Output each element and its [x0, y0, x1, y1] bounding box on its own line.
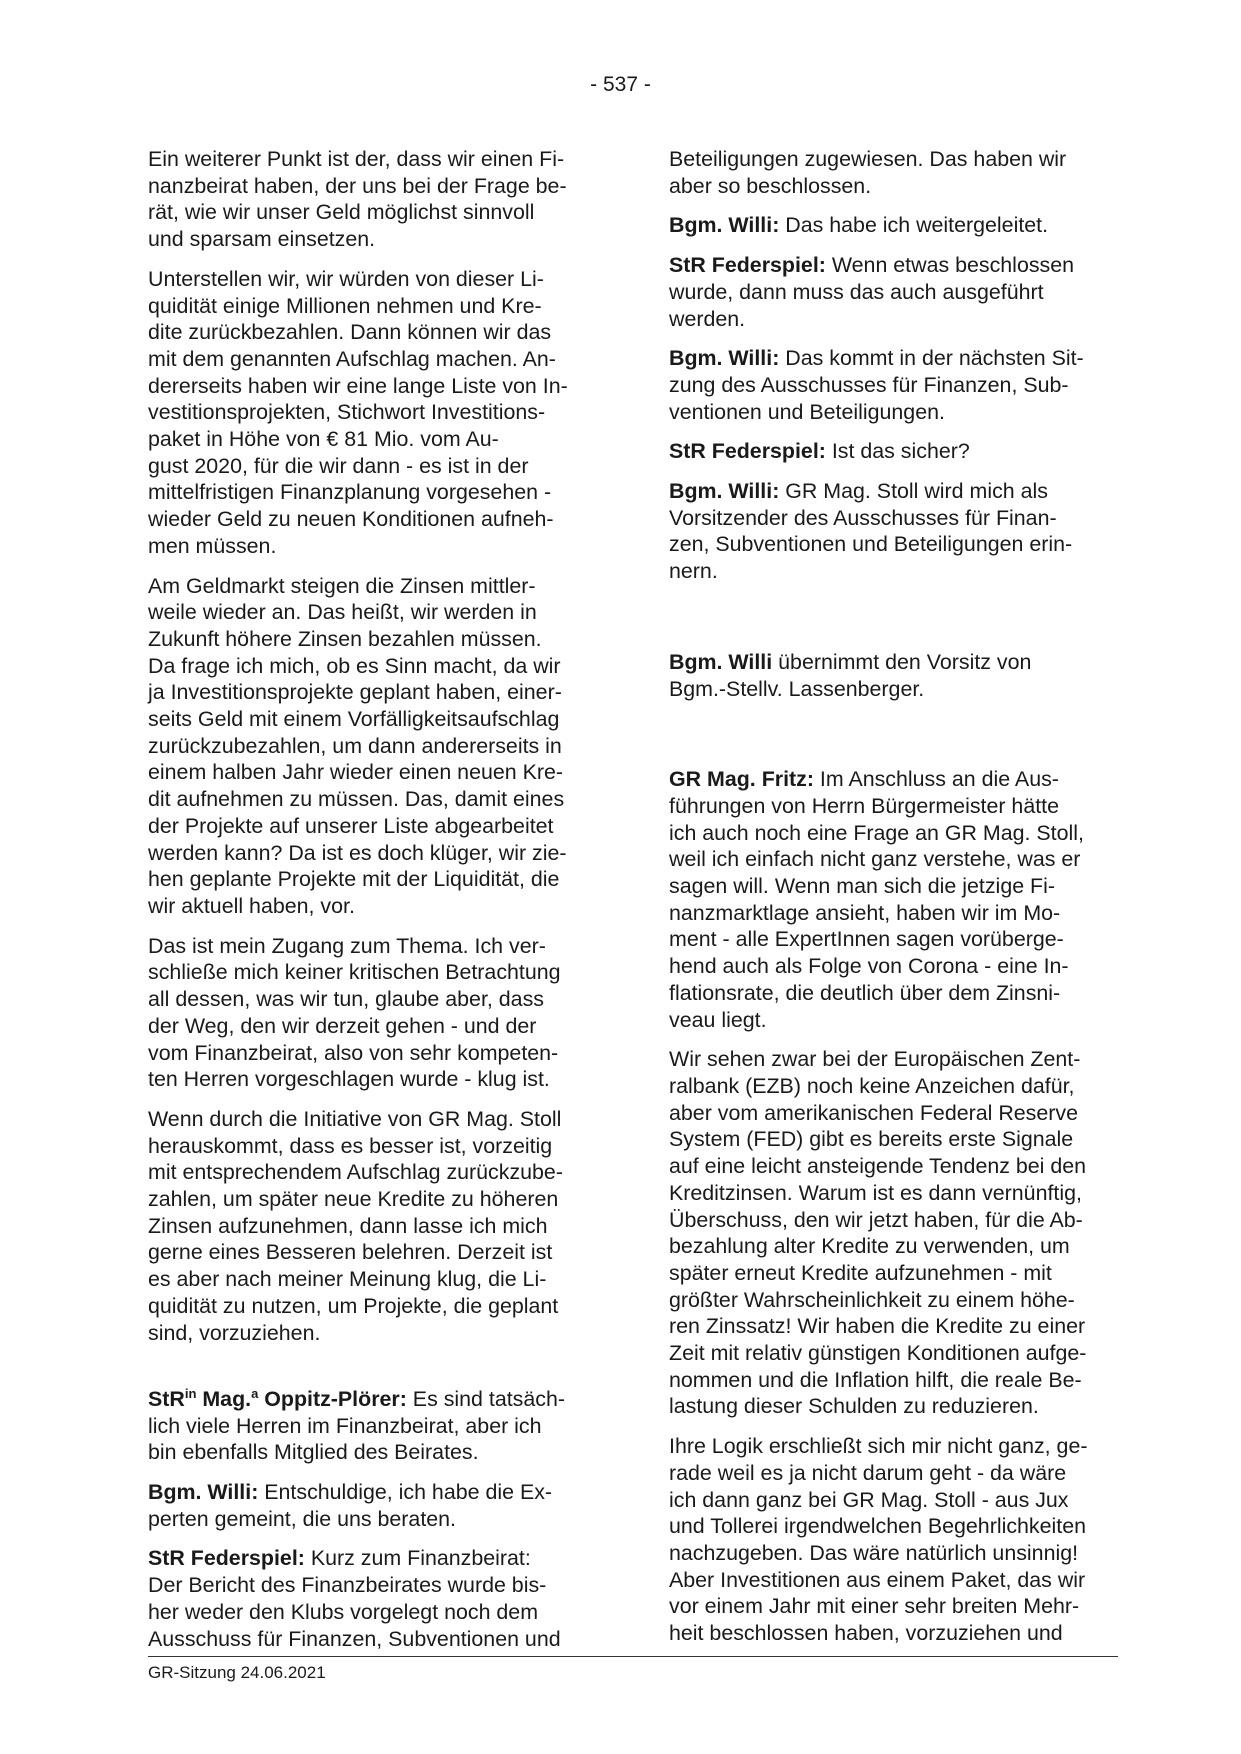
speech-paragraph	[669, 212, 1121, 239]
speech-text: Wenn etwas beschlossen wurde, dann muss das auch ausgeführt werden.	[669, 253, 1075, 331]
paragraph: Ihre Logik erschließt sich mir nicht ganz, ge- rade weil es ja nicht darum geht - da wäre ich dann ganz bei GR Mag. Stoll - aus Jux und Tollerei irgendwelchen Begehrlichkeiten nachzugeben. Das wäre natürlich unsinnig! Aber Investitionen aus einem Paket, das wir vor einem Jahr mit einer sehr breiten Mehr- heit beschlossen haben, vorzuziehen und	[669, 1434, 1088, 1646]
speech-text: übernimmt den Vorsitz von Bgm.-Stellv. Lassenberger.	[669, 649, 1032, 701]
speech-text: GR Mag. Stoll wird mich als Vorsitzender des Ausschusses für Finan- zen, Subventionen und Beteiligungen erin- nern.	[669, 479, 1073, 584]
paragraph: Wenn durch die Initiative von GR Mag. Stoll herauskommt, dass es besser ist, vorzeitig mit entsprechendem Aufschlag zurückzube- zahlen, um später neue Kredite zu höheren Zinsen aufzunehmen, dann lasse ich mich gerne eines Besseren belehren. Derzeit ist es aber nach meiner Meinung klug, die Li- quidität zu nutzen, um Projekte, die geplant sind, vorzuziehen.	[148, 1106, 563, 1345]
speaker-name-part: Oppitz-Plörer:	[258, 1386, 407, 1411]
right-column	[669, 146, 1121, 1660]
speech-paragraph	[148, 1545, 600, 1652]
speaker-superscript: a	[251, 1385, 259, 1401]
speaker-name-part: StR	[148, 1386, 185, 1411]
speaker-name: Bgm. Willi:	[669, 346, 780, 371]
speech-paragraph	[669, 766, 1121, 1033]
paragraph: Ein weiterer Punkt ist der, dass wir einen Fi- nanzbeirat haben, der uns bei der Frage be- rät, wie wir unser Geld möglichst sinnvoll und sparsam einsetzen.	[148, 147, 567, 252]
speech-paragraph	[669, 345, 1121, 425]
speaker-name: StR Federspiel:	[669, 253, 826, 278]
page-number: - 537 -	[590, 73, 651, 96]
paragraph: Beteiligungen zugewiesen. Das haben wir aber so beschlossen.	[669, 147, 1067, 198]
speech-text: Das habe ich weitergeleitet.	[779, 213, 1049, 238]
speech-paragraph	[148, 1479, 600, 1532]
speech-text: Im Anschluss an die Aus- führungen von Herrn Bürgermeister hätte ich auch noch eine Frage an GR Mag. Stoll, weil ich einfach nicht ganz verstehe, was er sagen will. Wenn man sich die jetzige Fi- nanzmarktlage ansieht, haben wir im Mo- ment - alle ExpertInnen sagen vorüberge- hend auch als Folge von Corona - eine In- flationsrate, die deutlich über dem Zinsni- veau liegt.	[669, 767, 1084, 1032]
speech-paragraph	[669, 478, 1121, 585]
footer-session-date: GR-Sitzung 24.06.2021	[148, 1663, 326, 1682]
speaker-name: StR Federspiel:	[148, 1546, 305, 1571]
speech-text: Entschuldige, ich habe die Ex- perten gemeint, die uns beraten.	[148, 1480, 553, 1531]
left-column	[148, 146, 600, 1665]
procedural-note	[669, 649, 1121, 702]
paragraph: Wir sehen zwar bei der Europäischen Zent- ralbank (EZB) noch keine Anzeichen dafür, aber vom amerikanischen Federal Reserve System (FED) gibt es bereits erste Signale auf eine leicht ansteigende Tendenz bei den Kreditzinsen. Warum ist es dann vernünftig, Überschuss, den wir jetzt haben, für die Ab- bezahlung alter Kredite zu verwenden, um später erneut Kredite aufzunehmen - mit größter Wahrscheinlichkeit zu einem höhe- ren Zinssatz! Wir haben die Kredite zu einer Zeit mit relativ günstigen Konditionen aufge- nommen und die Inflation hilft, die reale Be- lastung dieser Schulden zu reduzieren.	[669, 1047, 1087, 1419]
speech-paragraph	[148, 1359, 600, 1466]
speech-text: Das kommt in der nächsten Sit- zung des Ausschusses für Finanzen, Sub- ventionen und Beteiligungen.	[669, 346, 1084, 424]
speech-text: Ist das sicher?	[825, 439, 970, 464]
speaker-name: Bgm. Willi:	[148, 1480, 259, 1505]
speaker-name	[148, 1387, 407, 1411]
paragraph: Unterstellen wir, wir würden von dieser Li- quidität einige Millionen nehmen und Kre- dite zurückbezahlen. Dann können wir das mit dem genannten Aufschlag machen. An- dererseits haben wir eine lange Liste von In- vestitionsprojekten, Stichwort Investitions- paket in Höhe von € 81 Mio. vom Au- gust 2020, für die wir dann - es ist in der mittelfristigen Finanzplanung vorgesehen - wieder Geld zu neuen Konditionen aufneh- men müssen.	[148, 266, 568, 558]
speaker-name: Bgm. Willi:	[669, 479, 780, 504]
speech-text: Es sind tatsäch- lich viele Herren im Finanzbeirat, aber ich bin ebenfalls Mitglied des Beirates.	[148, 1386, 565, 1465]
footer-divider	[148, 1656, 1118, 1657]
paragraph: Das ist mein Zugang zum Thema. Ich ver- schließe mich keiner kritischen Betrachtung all dessen, was wir tun, glaube aber, dass der Weg, den wir derzeit gehen - und der vom Finanzbeirat, also von sehr kompeten- ten Herren vorgeschlagen wurde - klug ist.	[148, 933, 561, 1092]
speaker-name: StR Federspiel:	[669, 439, 826, 464]
speaker-name: Bgm. Willi	[669, 649, 773, 674]
speaker-superscript: in	[184, 1385, 197, 1401]
speaker-name: GR Mag. Fritz:	[669, 767, 814, 792]
speech-paragraph	[669, 252, 1121, 332]
speaker-name: Bgm. Willi:	[669, 213, 780, 238]
paragraph: Am Geldmarkt steigen die Zinsen mittler- weile wieder an. Das heißt, wir werden in Zukunft höhere Zinsen bezahlen müssen. Da frage ich mich, ob es Sinn macht, da wir ja Investitionsprojekte geplant haben, einer- seits Geld mit einem Vorfälligkeitsaufschlag zurückzubezahlen, um dann andererseits in einem halben Jahr wieder einen neuen Kre- dit aufnehmen zu müssen. Das, damit eines der Projekte auf unserer Liste abgearbeitet werden kann? Da ist es doch klüger, wir zie- hen geplante Projekte mit der Liquidität, die wir aktuell haben, vor.	[148, 573, 567, 918]
speech-paragraph	[669, 438, 1121, 465]
speaker-name-part: Mag.	[196, 1386, 252, 1411]
speech-text: Kurz zum Finanzbeirat: Der Bericht des Finanzbeirates wurde bis- her weder den Klubs vorgelegt noch dem Ausschuss für Finanzen, Subventionen und	[148, 1546, 561, 1651]
